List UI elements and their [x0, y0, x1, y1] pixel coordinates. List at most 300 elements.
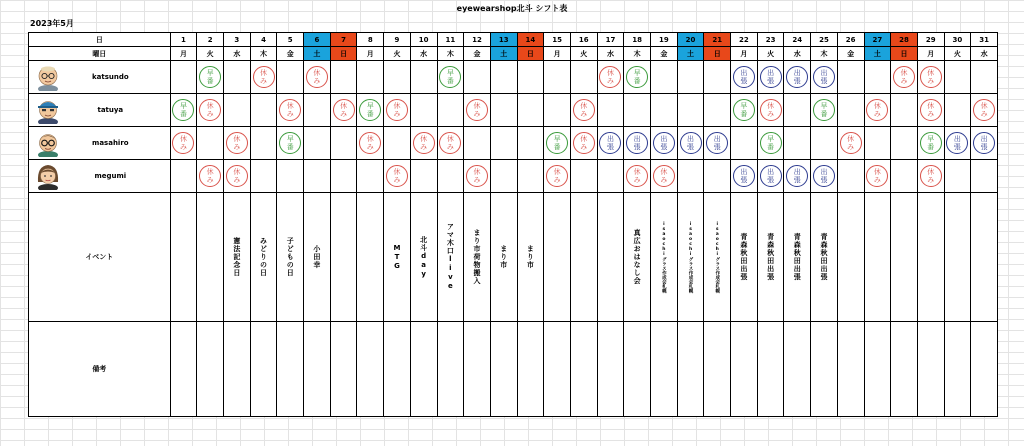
shift-cell[interactable]	[677, 94, 704, 127]
day-off-stamp	[920, 66, 942, 88]
stamp-char-bottom: 番	[553, 143, 561, 151]
remarks-cell[interactable]	[490, 322, 517, 417]
weekday-cell[interactable]: 金	[651, 47, 678, 61]
shift-cell[interactable]	[437, 160, 464, 193]
event-cell[interactable]	[224, 193, 251, 322]
shift-cell[interactable]	[517, 61, 544, 94]
remarks-cell[interactable]	[651, 322, 678, 417]
shift-cell[interactable]	[197, 160, 224, 193]
stamp-char-top: 出	[633, 135, 641, 143]
stamp-char-bottom: 張	[633, 143, 641, 151]
stamp-char-bottom: 番	[767, 143, 775, 151]
shift-cell[interactable]	[570, 160, 597, 193]
shift-cell[interactable]	[410, 61, 437, 94]
stamp-char-top: 出	[740, 69, 748, 77]
shift-cell[interactable]	[651, 94, 678, 127]
event-text: まり市荷物搬入	[473, 229, 482, 285]
shift-cell[interactable]	[971, 127, 998, 160]
stamp-char-top: 休	[927, 168, 935, 176]
shift-cell[interactable]	[971, 61, 998, 94]
day-number-cell[interactable]: 28	[891, 33, 918, 47]
event-cell[interactable]	[837, 193, 864, 322]
event-cell[interactable]	[917, 193, 944, 322]
shift-cell[interactable]	[570, 61, 597, 94]
shift-cell[interactable]	[384, 127, 411, 160]
event-cell[interactable]	[197, 193, 224, 322]
shift-cell[interactable]	[330, 127, 357, 160]
event-cell[interactable]	[250, 193, 277, 322]
event-text: 青森秋田出張	[766, 233, 775, 281]
day-off-stamp	[333, 99, 355, 121]
event-cell[interactable]	[757, 193, 784, 322]
shift-cell[interactable]	[784, 94, 811, 127]
remarks-cell[interactable]	[570, 322, 597, 417]
shift-cell[interactable]	[410, 94, 437, 127]
shift-cell[interactable]	[490, 61, 517, 94]
shift-cell[interactable]	[704, 160, 731, 193]
day-number-cell[interactable]: 31	[971, 33, 998, 47]
staff-name	[29, 61, 170, 93]
weekday-cell[interactable]: 土	[864, 47, 891, 61]
shift-cell[interactable]	[677, 61, 704, 94]
shift-cell[interactable]	[784, 127, 811, 160]
day-off-stamp	[172, 132, 194, 154]
day-number-cell[interactable]: 26	[837, 33, 864, 47]
shift-cell[interactable]	[917, 94, 944, 127]
event-cell[interactable]	[544, 193, 571, 322]
stamp-char-top: 早	[740, 102, 748, 110]
remarks-cell[interactable]	[250, 322, 277, 417]
stamp-char-bottom: み	[980, 110, 988, 118]
shift-cell[interactable]	[304, 160, 331, 193]
day-number-cell[interactable]: 29	[917, 33, 944, 47]
remarks-cell[interactable]	[811, 322, 838, 417]
shift-cell[interactable]	[917, 61, 944, 94]
remarks-cell[interactable]	[437, 322, 464, 417]
day-number-cell[interactable]: 15	[544, 33, 571, 47]
remarks-cell[interactable]	[837, 322, 864, 417]
weekday-cell[interactable]: 火	[570, 47, 597, 61]
shift-cell[interactable]	[651, 127, 678, 160]
shift-cell[interactable]	[304, 61, 331, 94]
shift-cell[interactable]	[277, 127, 304, 160]
shift-cell[interactable]	[277, 160, 304, 193]
remarks-cell[interactable]	[224, 322, 251, 417]
remarks-cell[interactable]	[917, 322, 944, 417]
event-cell[interactable]	[437, 193, 464, 322]
remarks-cell[interactable]	[624, 322, 651, 417]
shift-cell[interactable]	[944, 127, 971, 160]
event-cell[interactable]	[464, 193, 491, 322]
shift-cell[interactable]	[464, 160, 491, 193]
staff-name-cell	[29, 94, 171, 127]
shift-cell[interactable]	[544, 127, 571, 160]
shift-cell[interactable]	[944, 94, 971, 127]
stamp-char-bottom: み	[393, 176, 401, 184]
weekday-cell[interactable]: 木	[437, 47, 464, 61]
shift-cell[interactable]	[330, 61, 357, 94]
staff-name-cell	[29, 61, 171, 94]
remarks-cell[interactable]	[731, 322, 758, 417]
remarks-cell[interactable]	[277, 322, 304, 417]
shift-cell[interactable]	[410, 160, 437, 193]
stamp-char-top: 休	[366, 135, 374, 143]
remarks-cell[interactable]	[891, 322, 918, 417]
shift-cell[interactable]	[437, 127, 464, 160]
weekday-header-label: 曜日	[29, 47, 171, 61]
stamp-char-top: 休	[900, 69, 908, 77]
shift-cell[interactable]	[837, 160, 864, 193]
event-cell[interactable]	[731, 193, 758, 322]
weekday-cell[interactable]: 火	[384, 47, 411, 61]
weekday-cell[interactable]: 水	[784, 47, 811, 61]
stamp-char-top: 出	[660, 135, 668, 143]
shift-cell[interactable]	[891, 94, 918, 127]
event-cell[interactable]	[651, 193, 678, 322]
shift-cell[interactable]	[437, 94, 464, 127]
day-number-cell[interactable]: 22	[731, 33, 758, 47]
day-number-cell[interactable]: 30	[944, 33, 971, 47]
shift-cell[interactable]	[811, 61, 838, 94]
shift-cell[interactable]	[864, 61, 891, 94]
shift-cell[interactable]	[224, 94, 251, 127]
shift-cell[interactable]	[384, 61, 411, 94]
event-cell[interactable]	[891, 193, 918, 322]
remarks-cell[interactable]	[864, 322, 891, 417]
weekday-cell[interactable]: 木	[811, 47, 838, 61]
shift-cell[interactable]	[784, 61, 811, 94]
day-number-cell[interactable]: 12	[464, 33, 491, 47]
shift-cell[interactable]	[490, 127, 517, 160]
day-number-cell[interactable]: 10	[410, 33, 437, 47]
weekday-cell[interactable]: 土	[677, 47, 704, 61]
shift-cell[interactable]	[624, 94, 651, 127]
stamp-char-bottom: み	[206, 110, 214, 118]
day-number-cell[interactable]: 4	[250, 33, 277, 47]
shift-cell[interactable]	[811, 94, 838, 127]
shift-cell[interactable]	[971, 160, 998, 193]
stamp-char-top: 出	[980, 135, 988, 143]
shift-cell[interactable]	[971, 94, 998, 127]
shift-cell[interactable]	[864, 160, 891, 193]
day-number-cell[interactable]: 9	[384, 33, 411, 47]
shift-cell[interactable]	[517, 160, 544, 193]
day-number-cell[interactable]: 2	[197, 33, 224, 47]
shift-cell[interactable]	[811, 160, 838, 193]
stamp-char-top: 出	[953, 135, 961, 143]
remarks-cell[interactable]	[757, 322, 784, 417]
staff-name-label: tatuya	[97, 106, 124, 114]
stamp-char-top: 休	[580, 135, 588, 143]
day-number-cell[interactable]: 23	[757, 33, 784, 47]
event-cell[interactable]	[811, 193, 838, 322]
stamp-char-top: 休	[179, 135, 187, 143]
shift-cell[interactable]	[224, 61, 251, 94]
weekday-cell[interactable]: 金	[464, 47, 491, 61]
shift-cell[interactable]	[170, 94, 197, 127]
weekday-cell[interactable]: 月	[917, 47, 944, 61]
weekday-cell[interactable]: 土	[304, 47, 331, 61]
remarks-cell[interactable]	[464, 322, 491, 417]
shift-cell[interactable]	[544, 61, 571, 94]
stamp-char-bottom: み	[927, 110, 935, 118]
event-cell[interactable]	[570, 193, 597, 322]
day-number-cell[interactable]: 1	[170, 33, 197, 47]
remarks-cell[interactable]	[784, 322, 811, 417]
remarks-cell[interactable]	[677, 322, 704, 417]
shift-cell[interactable]	[677, 160, 704, 193]
shift-cell[interactable]	[517, 127, 544, 160]
event-cell[interactable]	[304, 193, 331, 322]
shift-cell[interactable]	[304, 127, 331, 160]
shift-cell[interactable]	[544, 94, 571, 127]
weekday-cell[interactable]: 水	[971, 47, 998, 61]
shift-cell[interactable]	[277, 61, 304, 94]
weekday-cell[interactable]: 月	[357, 47, 384, 61]
day-number-cell[interactable]: 8	[357, 33, 384, 47]
remarks-cell[interactable]	[597, 322, 624, 417]
shift-cell[interactable]	[464, 61, 491, 94]
day-number-cell[interactable]: 19	[651, 33, 678, 47]
shift-cell[interactable]	[917, 127, 944, 160]
stamp-char-top: 出	[713, 135, 721, 143]
remarks-cell[interactable]	[304, 322, 331, 417]
weekday-cell[interactable]: 金	[277, 47, 304, 61]
shift-cell[interactable]	[384, 160, 411, 193]
event-cell[interactable]	[864, 193, 891, 322]
shift-cell[interactable]	[544, 160, 571, 193]
shift-cell[interactable]	[677, 127, 704, 160]
shift-cell[interactable]	[224, 127, 251, 160]
event-cell[interactable]	[597, 193, 624, 322]
shift-cell[interactable]	[731, 127, 758, 160]
day-number-cell[interactable]: 18	[624, 33, 651, 47]
day-number-cell[interactable]: 14	[517, 33, 544, 47]
shift-cell[interactable]	[330, 94, 357, 127]
shift-cell[interactable]	[170, 160, 197, 193]
bald-man-glasses-avatar	[35, 63, 61, 91]
stamp-char-top: 早	[927, 135, 935, 143]
weekday-cell[interactable]: 木	[250, 47, 277, 61]
shift-cell[interactable]	[517, 94, 544, 127]
day-number-cell[interactable]: 11	[437, 33, 464, 47]
stamp-char-top: 休	[420, 135, 428, 143]
day-number-cell[interactable]: 16	[570, 33, 597, 47]
stamp-char-bottom: 張	[660, 143, 668, 151]
event-cell[interactable]	[704, 193, 731, 322]
remarks-cell[interactable]	[357, 322, 384, 417]
event-cell[interactable]	[170, 193, 197, 322]
day-number-cell[interactable]: 5	[277, 33, 304, 47]
shift-cell[interactable]	[891, 61, 918, 94]
stamp-char-bottom: 番	[366, 110, 374, 118]
shift-cell[interactable]	[597, 127, 624, 160]
shift-cell[interactable]	[464, 127, 491, 160]
stamp-char-top: 早	[206, 69, 214, 77]
shift-cell[interactable]	[917, 160, 944, 193]
day-number-cell[interactable]: 6	[304, 33, 331, 47]
shift-cell[interactable]	[357, 160, 384, 193]
event-cell[interactable]	[784, 193, 811, 322]
event-cell[interactable]	[277, 193, 304, 322]
day-number-cell[interactable]: 24	[784, 33, 811, 47]
day-off-stamp	[866, 99, 888, 121]
shift-cell[interactable]	[464, 94, 491, 127]
shift-cell[interactable]	[891, 160, 918, 193]
shift-cell[interactable]	[197, 94, 224, 127]
staff-name	[29, 160, 170, 192]
shift-cell[interactable]	[651, 160, 678, 193]
event-cell[interactable]	[410, 193, 437, 322]
remarks-row	[29, 322, 998, 417]
weekday-cell[interactable]: 火	[757, 47, 784, 61]
shift-cell[interactable]	[437, 61, 464, 94]
shift-cell[interactable]	[250, 127, 277, 160]
remarks-cell[interactable]	[170, 322, 197, 417]
stamp-char-bottom: み	[446, 143, 454, 151]
event-cell[interactable]	[624, 193, 651, 322]
stamp-char-bottom: み	[420, 143, 428, 151]
shift-cell[interactable]	[944, 160, 971, 193]
shift-cell[interactable]	[250, 160, 277, 193]
event-cell[interactable]	[677, 193, 704, 322]
remarks-cell[interactable]	[330, 322, 357, 417]
shift-cell[interactable]	[651, 61, 678, 94]
shift-cell[interactable]	[597, 160, 624, 193]
shift-cell[interactable]	[570, 127, 597, 160]
shift-cell[interactable]	[250, 61, 277, 94]
shift-cell[interactable]	[837, 61, 864, 94]
weekday-cell[interactable]: 日	[517, 47, 544, 61]
stamp-char-bottom: 張	[606, 143, 614, 151]
shift-cell[interactable]	[731, 94, 758, 127]
day-number-cell[interactable]: 21	[704, 33, 731, 47]
shift-cell[interactable]	[597, 94, 624, 127]
shift-cell[interactable]	[357, 94, 384, 127]
shift-cell[interactable]	[944, 61, 971, 94]
shift-cell[interactable]	[704, 94, 731, 127]
event-cell[interactable]	[490, 193, 517, 322]
day-number-cell[interactable]: 27	[864, 33, 891, 47]
weekday-cell[interactable]: 火	[197, 47, 224, 61]
stamp-char-bottom: 張	[713, 143, 721, 151]
day-number-cell[interactable]: 7	[330, 33, 357, 47]
shift-cell[interactable]	[624, 61, 651, 94]
shift-cell[interactable]	[891, 127, 918, 160]
stamp-char-top: 休	[473, 168, 481, 176]
shift-cell[interactable]	[757, 61, 784, 94]
shift-cell[interactable]	[704, 127, 731, 160]
shift-cell[interactable]	[757, 127, 784, 160]
shift-cell[interactable]	[197, 61, 224, 94]
shift-cell[interactable]	[731, 160, 758, 193]
remarks-cell[interactable]	[944, 322, 971, 417]
stamp-char-bottom: み	[606, 77, 614, 85]
weekday-cell[interactable]: 水	[410, 47, 437, 61]
remarks-cell[interactable]	[971, 322, 998, 417]
shift-cell[interactable]	[597, 61, 624, 94]
stamp-char-bottom: 張	[767, 77, 775, 85]
shift-cell[interactable]	[384, 94, 411, 127]
day-number-cell[interactable]: 17	[597, 33, 624, 47]
shift-cell[interactable]	[170, 61, 197, 94]
weekday-cell[interactable]: 土	[490, 47, 517, 61]
shift-cell[interactable]	[757, 160, 784, 193]
early-shift-stamp	[813, 99, 835, 121]
event-cell[interactable]	[971, 193, 998, 322]
weekday-cell[interactable]: 日	[704, 47, 731, 61]
shift-cell[interactable]	[704, 61, 731, 94]
shift-cell[interactable]	[304, 94, 331, 127]
remarks-cell[interactable]	[410, 322, 437, 417]
weekday-cell[interactable]: 水	[597, 47, 624, 61]
event-cell[interactable]	[357, 193, 384, 322]
weekday-cell[interactable]: 月	[731, 47, 758, 61]
shift-cell[interactable]	[490, 160, 517, 193]
shift-cell[interactable]	[250, 94, 277, 127]
shift-cell[interactable]	[757, 94, 784, 127]
shift-cell[interactable]	[570, 94, 597, 127]
shift-cell[interactable]	[170, 127, 197, 160]
remarks-cell[interactable]	[544, 322, 571, 417]
day-number-cell[interactable]: 13	[490, 33, 517, 47]
shift-cell[interactable]	[624, 160, 651, 193]
day-number-cell[interactable]: 25	[811, 33, 838, 47]
shift-cell[interactable]	[864, 127, 891, 160]
shift-cell[interactable]	[330, 160, 357, 193]
shift-cell[interactable]	[197, 127, 224, 160]
remarks-cell[interactable]	[517, 322, 544, 417]
weekday-cell[interactable]: 月	[170, 47, 197, 61]
event-cell[interactable]	[384, 193, 411, 322]
event-cell[interactable]	[517, 193, 544, 322]
weekday-cell[interactable]: 火	[944, 47, 971, 61]
day-number-cell[interactable]: 20	[677, 33, 704, 47]
shift-cell[interactable]	[357, 61, 384, 94]
stamp-char-top: 休	[206, 168, 214, 176]
shift-cell[interactable]	[277, 94, 304, 127]
event-cell[interactable]	[330, 193, 357, 322]
shift-cell[interactable]	[624, 127, 651, 160]
event-cell[interactable]	[944, 193, 971, 322]
remarks-cell[interactable]	[704, 322, 731, 417]
day-header-label: 日	[29, 33, 171, 47]
shift-cell[interactable]	[357, 127, 384, 160]
weekday-cell[interactable]: 日	[330, 47, 357, 61]
shift-cell[interactable]	[837, 127, 864, 160]
remarks-cell[interactable]	[197, 322, 224, 417]
weekday-cell[interactable]: 木	[624, 47, 651, 61]
day-number-cell[interactable]: 3	[224, 33, 251, 47]
shift-cell[interactable]	[410, 127, 437, 160]
stamp-char-top: 早	[820, 102, 828, 110]
weekday-cell[interactable]: 金	[837, 47, 864, 61]
remarks-cell[interactable]	[384, 322, 411, 417]
weekday-cell[interactable]: 日	[891, 47, 918, 61]
shift-cell[interactable]	[731, 61, 758, 94]
shift-cell[interactable]	[864, 94, 891, 127]
stamp-char-top: 休	[260, 69, 268, 77]
shift-cell[interactable]	[224, 160, 251, 193]
shift-cell[interactable]	[811, 127, 838, 160]
shift-cell[interactable]	[490, 94, 517, 127]
shift-cell[interactable]	[784, 160, 811, 193]
shift-cell[interactable]	[837, 94, 864, 127]
weekday-cell[interactable]: 水	[224, 47, 251, 61]
weekday-cell[interactable]: 月	[544, 47, 571, 61]
staff-name-label: megumi	[94, 172, 127, 180]
stamp-char-top: 出	[687, 135, 695, 143]
